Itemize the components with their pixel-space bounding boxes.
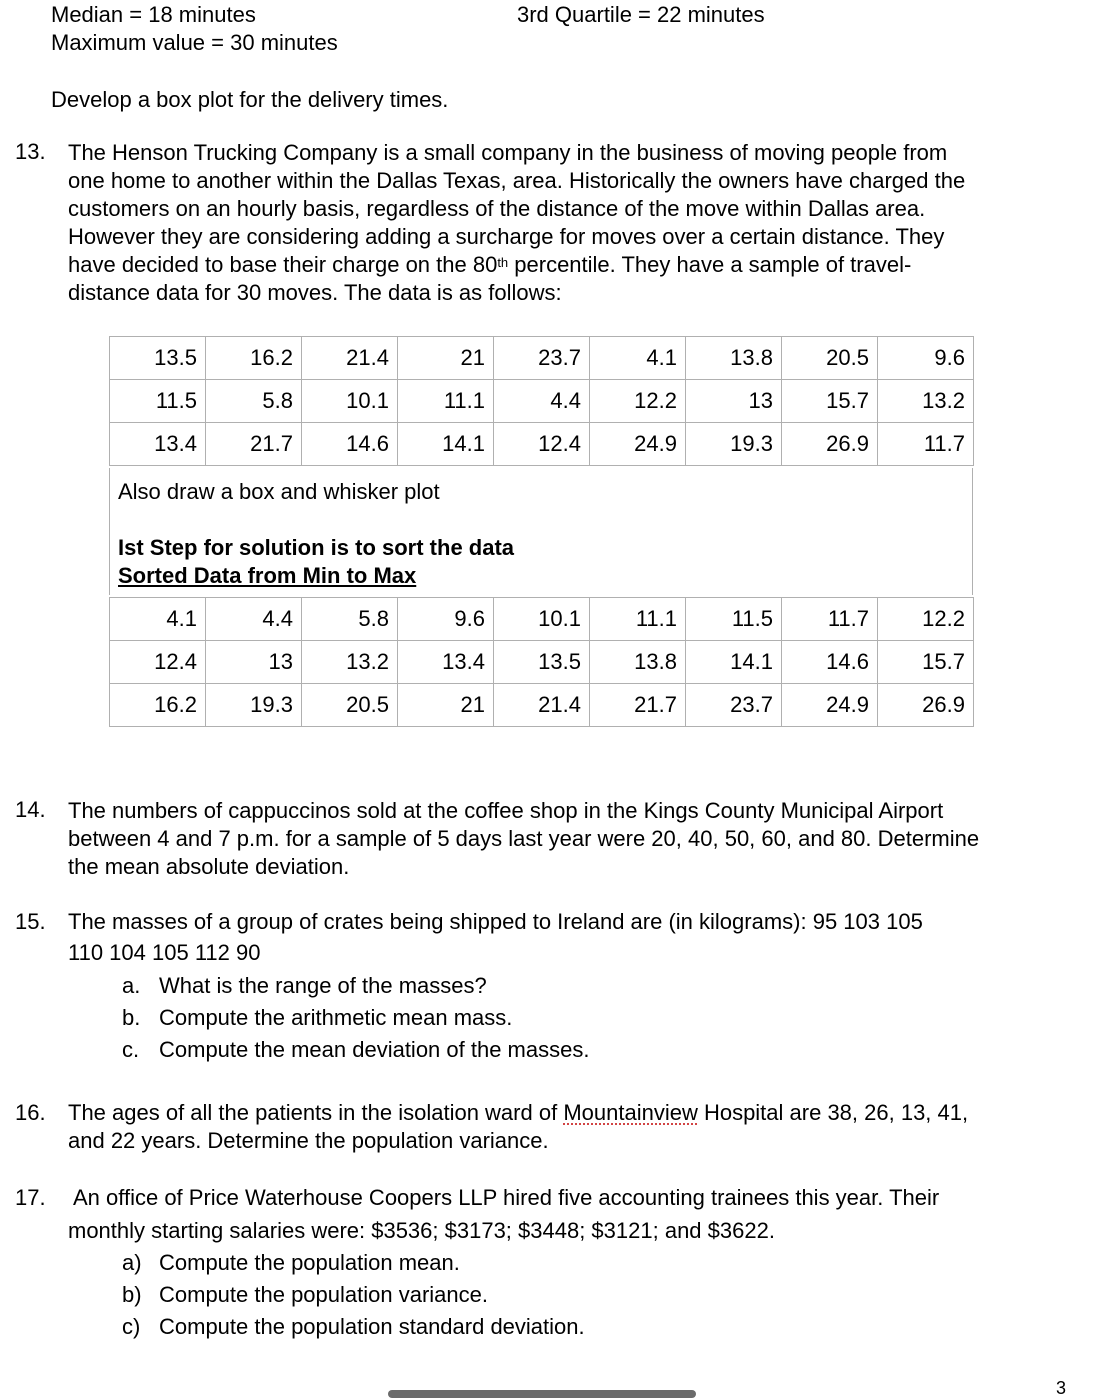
- table-cell: 10.1: [302, 380, 398, 423]
- table-cell: 12.2: [590, 380, 686, 423]
- q17-item-text: Compute the population mean.: [159, 1250, 460, 1275]
- table-cell: 23.7: [494, 337, 590, 380]
- table-cell: 13.8: [686, 337, 782, 380]
- q15-item-text: What is the range of the masses?: [159, 973, 487, 998]
- table-cell: 26.9: [878, 684, 974, 727]
- q15-item-text: Compute the arithmetic mean mass.: [159, 1005, 513, 1030]
- q3-text: 3rd Quartile = 22 minutes: [517, 2, 765, 27]
- table-cell: 21.7: [206, 423, 302, 466]
- table-cell: 15.7: [878, 641, 974, 684]
- table-cell: 4.1: [110, 598, 206, 641]
- table-cell: 24.9: [782, 684, 878, 727]
- table-cell: 24.9: [590, 423, 686, 466]
- table-cell: 20.5: [782, 337, 878, 380]
- raw-data-row: [110, 380, 974, 423]
- q13-line: The Henson Trucking Company is a small company in the business of moving people from: [68, 140, 948, 165]
- table-cell: 11.7: [878, 423, 974, 466]
- table-cell: 4.4: [494, 380, 590, 423]
- q17-line: monthly starting salaries were: $3536; $3173; $3448; $3121; and $3622.: [68, 1218, 775, 1243]
- table-cell: 21.4: [494, 684, 590, 727]
- table-cell: 14.1: [398, 423, 494, 466]
- q13-line: [68, 251, 1078, 279]
- table-cell: 4.1: [590, 337, 686, 380]
- q16-line-part: Hospital are 38, 26, 13, 41,: [697, 1100, 969, 1125]
- table-cell: 21: [398, 337, 494, 380]
- q14-number: 14.: [15, 797, 46, 822]
- q13-line: one home to another within the Dallas Texas, area. Historically the owners have charged the: [68, 168, 966, 193]
- table-cell: 19.3: [686, 423, 782, 466]
- superscript-th: th: [497, 255, 509, 270]
- q16-line: [68, 1100, 968, 1126]
- q14-line: The numbers of cappuccinos sold at the coffee shop in the Kings County Municipal Airport: [68, 798, 944, 823]
- table-cell: 10.1: [494, 598, 590, 641]
- q13-line: customers on an hourly basis, regardless of the distance of the move within Dallas area.: [68, 196, 926, 221]
- table-cell: 4.4: [206, 598, 302, 641]
- raw-data-row: [110, 337, 974, 380]
- table-cell: 14.1: [686, 641, 782, 684]
- table-cell: 11.5: [686, 598, 782, 641]
- table-cell: 16.2: [110, 684, 206, 727]
- table-cell: 13.2: [302, 641, 398, 684]
- table-cell: 12.4: [110, 641, 206, 684]
- table-cell: 13: [686, 380, 782, 423]
- table-cell: 12.2: [878, 598, 974, 641]
- table-cell: 13: [206, 641, 302, 684]
- table-cell: 14.6: [782, 641, 878, 684]
- table-cell: 11.1: [590, 598, 686, 641]
- q13-line-part: percentile. They have a sample of travel-: [508, 252, 912, 277]
- table-cell: 16.2: [206, 337, 302, 380]
- q15-line: 110 104 105 112 90: [68, 940, 261, 965]
- q17-item-text: Compute the population standard deviation.: [159, 1314, 585, 1339]
- table-cell: 13.2: [878, 380, 974, 423]
- q14-line: the mean absolute deviation.: [68, 854, 350, 879]
- q17-item-label: b): [122, 1282, 142, 1307]
- table-cell: 11.5: [110, 380, 206, 423]
- q15-item-text: Compute the mean deviation of the masses.: [159, 1037, 590, 1062]
- q14-line: between 4 and 7 p.m. for a sample of 5 days last year were 20, 40, 50, 60, and 80. Determine: [68, 826, 980, 851]
- table-cell: 13.4: [110, 423, 206, 466]
- boxplot-instruction: Develop a box plot for the delivery times.: [51, 87, 449, 112]
- q15-line: The masses of a group of crates being shipped to Ireland are (in kilograms): 95 103 105: [68, 909, 923, 934]
- max-text: Maximum value = 30 minutes: [51, 30, 338, 55]
- q13-line-part: have decided to base their charge on the 80: [68, 252, 498, 277]
- q16-line-part: The ages of all the patients in the isolation ward of: [68, 1100, 564, 1125]
- solution-step-heading: Ist Step for solution is to sort the data: [118, 535, 515, 560]
- raw-data-table: [109, 336, 974, 466]
- q16-number: 16.: [15, 1100, 46, 1125]
- table-cell: 15.7: [782, 380, 878, 423]
- q17-item-text: Compute the population variance.: [159, 1282, 488, 1307]
- q17-number: 17.: [15, 1185, 46, 1210]
- table-cell: 9.6: [398, 598, 494, 641]
- q13-line: distance data for 30 moves. The data is as follows:: [68, 280, 562, 305]
- table-cell: 12.4: [494, 423, 590, 466]
- sorted-data-row: [110, 598, 974, 641]
- table-cell: 11.1: [398, 380, 494, 423]
- box-plot-prompt: Also draw a box and whisker plot: [118, 479, 440, 504]
- q15-item-label: b.: [122, 1005, 141, 1030]
- table-cell: 21: [398, 684, 494, 727]
- horizontal-scrollbar[interactable]: [388, 1390, 696, 1398]
- table-cell: 13.8: [590, 641, 686, 684]
- q13-text: [68, 139, 1078, 307]
- table-cell: 14.6: [302, 423, 398, 466]
- table-cell: 26.9: [782, 423, 878, 466]
- table-cell: 23.7: [686, 684, 782, 727]
- median-text: Median = 18 minutes: [51, 2, 256, 27]
- q15-number: 15.: [15, 909, 46, 934]
- q17-line: An office of Price Waterhouse Coopers LLP hired five accounting trainees this year. Their: [73, 1185, 940, 1210]
- table-cell: 5.8: [302, 598, 398, 641]
- sorted-data-row: [110, 684, 974, 727]
- table-cell: 19.3: [206, 684, 302, 727]
- page-number: 3: [1056, 1378, 1067, 1398]
- table-cell: 13.4: [398, 641, 494, 684]
- sorted-data-heading: Sorted Data from Min to Max: [118, 563, 417, 588]
- table-cell: 5.8: [206, 380, 302, 423]
- q16-line: and 22 years. Determine the population variance.: [68, 1128, 549, 1153]
- q15-item-label: c.: [122, 1037, 140, 1062]
- q15-item-label: a.: [122, 973, 141, 998]
- table-cell: 21.7: [590, 684, 686, 727]
- q17-item-label: c): [122, 1314, 141, 1339]
- table-cell: 13.5: [110, 337, 206, 380]
- q13-number: 13.: [15, 139, 46, 164]
- table-cell: 9.6: [878, 337, 974, 380]
- sorted-data-row: [110, 641, 974, 684]
- raw-data-row: [110, 423, 974, 466]
- table-cell: 21.4: [302, 337, 398, 380]
- q17-item-label: a): [122, 1250, 142, 1275]
- table-cell: 13.5: [494, 641, 590, 684]
- spellcheck-word[interactable]: Mountainview: [563, 1100, 698, 1125]
- sorted-data-table: [109, 597, 974, 727]
- q14-text: [68, 797, 1078, 881]
- q13-line: However they are considering adding a surcharge for moves over a certain distance. They: [68, 224, 945, 249]
- table-cell: 11.7: [782, 598, 878, 641]
- table-cell: 20.5: [302, 684, 398, 727]
